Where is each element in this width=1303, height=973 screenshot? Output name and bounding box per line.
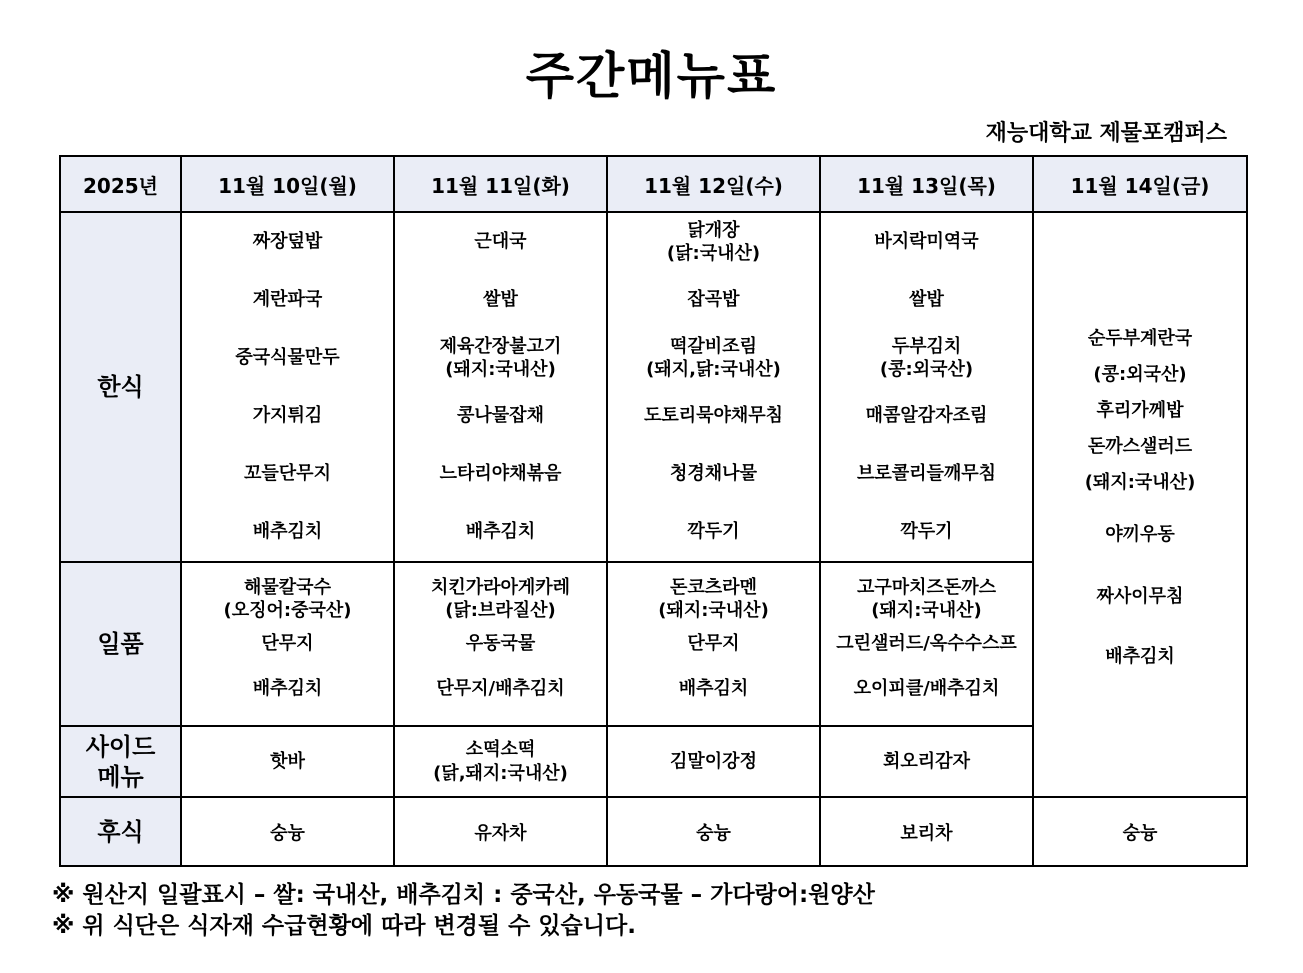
side-tue: 소떡소떡 (닭,돼지:국내산) bbox=[394, 726, 607, 797]
menu-item: 배추김치 bbox=[465, 521, 536, 543]
ilpum-mon bbox=[181, 562, 394, 726]
hansik-row bbox=[60, 212, 1247, 562]
category-hansik: 한식 bbox=[60, 212, 181, 562]
page-title: 주간메뉴표 bbox=[525, 47, 778, 105]
campus-name: 재능대학교 제물포캠퍼스 bbox=[985, 121, 1227, 146]
menu-item: 배추김치 bbox=[1105, 645, 1175, 667]
menu-item: 우동국물 bbox=[465, 633, 536, 655]
menu-item: 떡갈비조림 (돼지,닭:국내산) bbox=[646, 335, 781, 380]
friday-menu-list bbox=[1034, 321, 1246, 689]
menu-item: 브로콜리들깨무침 bbox=[856, 463, 997, 485]
menu-item: 해물칼국수 (오징어:중국산) bbox=[223, 576, 352, 621]
hansik-wed bbox=[607, 212, 820, 562]
day-header-tue: 11월 11일(화) bbox=[394, 156, 607, 212]
day-header-thu: 11월 13일(목) bbox=[820, 156, 1033, 212]
menu-item: 쌀밥 bbox=[909, 289, 944, 311]
ilpum-tue bbox=[394, 562, 607, 726]
menu-item: 짜장덮밥 bbox=[252, 231, 323, 253]
menu-item: 계란파국 bbox=[252, 289, 323, 311]
menu-item: 단무지/배추김치 bbox=[436, 678, 565, 700]
dessert-fri: 숭늉 bbox=[1033, 797, 1247, 866]
ilpum-wed bbox=[607, 562, 820, 726]
menu-item: 배추김치 bbox=[252, 678, 323, 700]
menu-item: 도토리묵야채무침 bbox=[643, 405, 784, 427]
menu-item: 쌀밥 bbox=[483, 289, 518, 311]
menu-item: 배추김치 bbox=[678, 678, 749, 700]
category-side-menu: 사이드 메뉴 bbox=[60, 726, 181, 797]
menu-item: (콩:외국산) bbox=[1093, 363, 1187, 385]
menu-item: 배추김치 bbox=[252, 521, 323, 543]
menu-item: 중국식물만두 bbox=[235, 347, 340, 369]
origin-note: ※ 원산지 일괄표시 – 쌀: 국내산, 배추김치 : 중국산, 우동국물 – 가다랑어:원양산 bbox=[52, 882, 875, 908]
menu-item: 깍두기 bbox=[900, 521, 953, 543]
hansik-tue bbox=[394, 212, 607, 562]
menu-item: 돈코츠라멘 (돼지:국내산) bbox=[658, 576, 769, 621]
notes bbox=[52, 880, 875, 942]
category-ilpum: 일품 bbox=[60, 562, 181, 726]
menu-item: 그린샐러드/옥수수스프 bbox=[836, 633, 1017, 655]
menu-item: 매콤알감자조림 bbox=[865, 405, 988, 427]
menu-item: 후리가께밥 bbox=[1096, 399, 1184, 421]
menu-item: 짜사이무침 bbox=[1096, 585, 1184, 607]
menu-item: 청경채나물 bbox=[670, 463, 757, 485]
day-header-mon: 11월 10일(월) bbox=[181, 156, 394, 212]
menu-item: 제육간장불고기 (돼지:국내산) bbox=[439, 335, 562, 380]
change-note: ※ 위 식단은 식자재 수급현황에 따라 변경될 수 있습니다. bbox=[52, 913, 636, 940]
weekly-menu-table bbox=[59, 155, 1248, 867]
menu-item: 느타리야채볶음 bbox=[439, 463, 562, 485]
dessert-wed: 숭늉 bbox=[607, 797, 820, 866]
menu-item: 닭개장 (닭:국내산) bbox=[666, 219, 761, 264]
ilpum-thu bbox=[820, 562, 1033, 726]
dessert-tue: 유자차 bbox=[394, 797, 607, 866]
menu-item: (돼지:국내산) bbox=[1084, 471, 1196, 493]
dessert-thu: 보리차 bbox=[820, 797, 1033, 866]
menu-item: 깍두기 bbox=[687, 521, 740, 543]
hansik-thu bbox=[820, 212, 1033, 562]
day-header-wed: 11월 12일(수) bbox=[607, 156, 820, 212]
dessert-row bbox=[60, 797, 1247, 866]
menu-item: 야끼우동 bbox=[1105, 523, 1175, 545]
menu-item: 바지락미역국 bbox=[874, 231, 979, 253]
day-header-fri: 11월 14일(금) bbox=[1033, 156, 1247, 212]
menu-item: 돈까스샐러드 bbox=[1087, 435, 1193, 457]
menu-item: 가지튀김 bbox=[252, 405, 323, 427]
menu-item: 고구마치즈돈까스 (돼지:국내산) bbox=[856, 576, 997, 621]
year-header: 2025년 bbox=[60, 156, 181, 212]
menu-item: 단무지 bbox=[687, 633, 740, 655]
side-thu: 회오리감자 bbox=[820, 726, 1033, 797]
dessert-mon: 숭늉 bbox=[181, 797, 394, 866]
menu-item: 잡곡밥 bbox=[687, 289, 740, 311]
menu-item: 꼬들단무지 bbox=[244, 463, 331, 485]
hansik-mon bbox=[181, 212, 394, 562]
menu-item: 단무지 bbox=[261, 633, 314, 655]
menu-item: 근대국 bbox=[474, 231, 527, 253]
menu-item: 두부김치 (콩:외국산) bbox=[879, 335, 974, 380]
menu-item: 순두부계란국 bbox=[1087, 327, 1193, 349]
menu-item: 오이피클/배추김치 bbox=[853, 678, 1000, 700]
menu-item: 콩나물잡채 bbox=[457, 405, 544, 427]
side-mon: 핫바 bbox=[181, 726, 394, 797]
side-wed: 김말이강정 bbox=[607, 726, 820, 797]
menu-item: 치킨가라아게카레 (닭:브라질산) bbox=[430, 576, 571, 621]
friday-menu bbox=[1033, 212, 1247, 797]
category-dessert: 후식 bbox=[60, 797, 181, 866]
header-row bbox=[60, 156, 1247, 212]
